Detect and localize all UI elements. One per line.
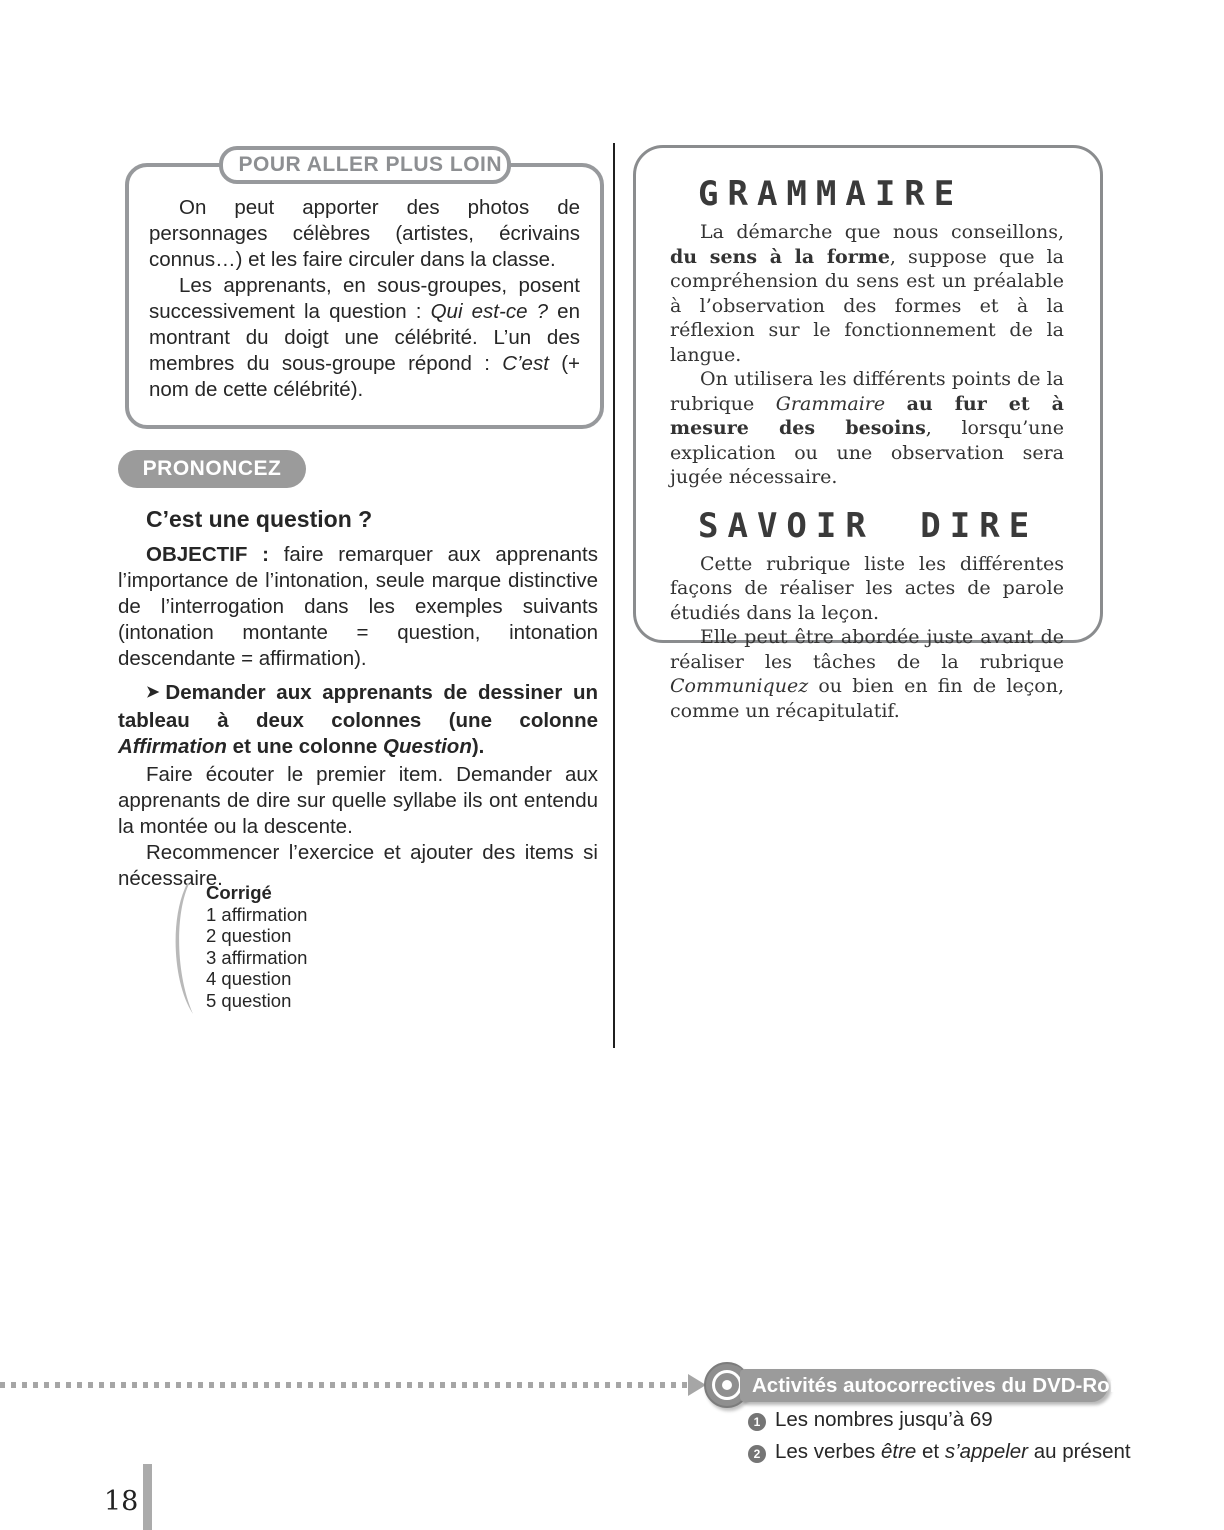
body-paragraph: Faire écouter le premier item. Demander aux apprenants de dire sur quelle syllabe ils ont entendu la montée ou la descente. [118,763,598,838]
grammaire-title: GRAMMAIRE [698,174,964,214]
arrow-bullet-icon: ➤ [146,684,160,701]
page-number: 18 [104,1486,139,1517]
dvd-activities-list [748,1404,1131,1468]
list-item-text: Les nombres jusqu’à 69 [775,1408,993,1431]
list-item [748,1436,1131,1468]
corrige-item: 3 affirmation [206,946,308,968]
page-edge-bar [143,1464,152,1530]
instruction-text: Demander aux apprenants de dessiner un tableau à deux colonnes (une colonne Affirmation et une colonne Question). [118,681,598,758]
plus-loin-paragraph: Les apprenants, en sous-groupes, posent successivement la question : Qui est-ce ? en montrant du doigt une célébrité. L’un des membres du sous-groupe répond : C’est (+ nom de cette célébrité). [149,274,580,401]
bracket-icon [170,882,196,1014]
savoir-dire-title: SAVOIR DIRE [698,505,1039,546]
dvd-activities-banner: Activités autocorrectives du DVD-Rom [740,1369,1108,1402]
corrige-item: 1 affirmation [206,903,308,925]
savoir-dire-paragraph: Elle peut être abordée juste avant de réaliser les tâches de la rubrique Communiquez ou bien en fin de leçon, comme un récapitulatif. [670,626,1064,722]
section-body [118,542,598,892]
corrige-title: Corrigé [206,882,272,903]
savoir-dire-paragraph: Cette rubrique liste les différentes façons de réaliser les actes de parole étudiés dans la leçon. [670,552,1064,624]
column-divider [613,143,615,1048]
grammaire-savoir-dire-box [633,145,1103,722]
plus-loin-paragraph: On peut apporter des photos de personnages célèbres (artistes, écrivains connus…) et les faire circuler dans la classe. [149,196,580,271]
list-item [748,1404,1131,1436]
dotted-leader-line [0,1382,688,1388]
list-item-text: Les verbes être et s’appeler au présent [775,1440,1131,1463]
pour-aller-plus-loin-tab: POUR ALLER PLUS LOIN [219,146,511,184]
number-bullet-icon: 1 [748,1413,766,1431]
corrige-block [170,882,307,1014]
corrige-item: 2 question [206,925,292,946]
objectif-paragraph: OBJECTIF : faire remarquer aux apprenants l’importance de l’intonation, seule marque distinctive de l’interrogation dans les exemples suivants (intonation montante = question, intonation descendante = affirmation). [118,543,598,670]
prononcez-badge: PRONONCEZ [118,450,306,488]
number-bullet-icon: 2 [748,1445,766,1463]
grammaire-paragraph: On utilisera les différents points de la rubrique Grammaire au fur et à mesure des besoins, lorsqu’une explication ou une observation sera jugée nécessaire. [670,368,1064,488]
grammaire-paragraph: La démarche que nous conseillons, du sens à la forme, suppose que la compréhension du sens est un préalable à l’observation des formes et à la réflexion sur le fonctionnement de la langue. [670,221,1065,366]
pour-aller-plus-loin-box [125,153,604,429]
instruction-paragraph [118,680,598,760]
section-title: C’est une question ? [146,506,373,532]
body-paragraph: Recommencer l’exercice et ajouter des items si nécessaire. [118,841,598,890]
corrige-item: 5 question [206,989,292,1011]
corrige-item: 4 question [206,968,292,989]
